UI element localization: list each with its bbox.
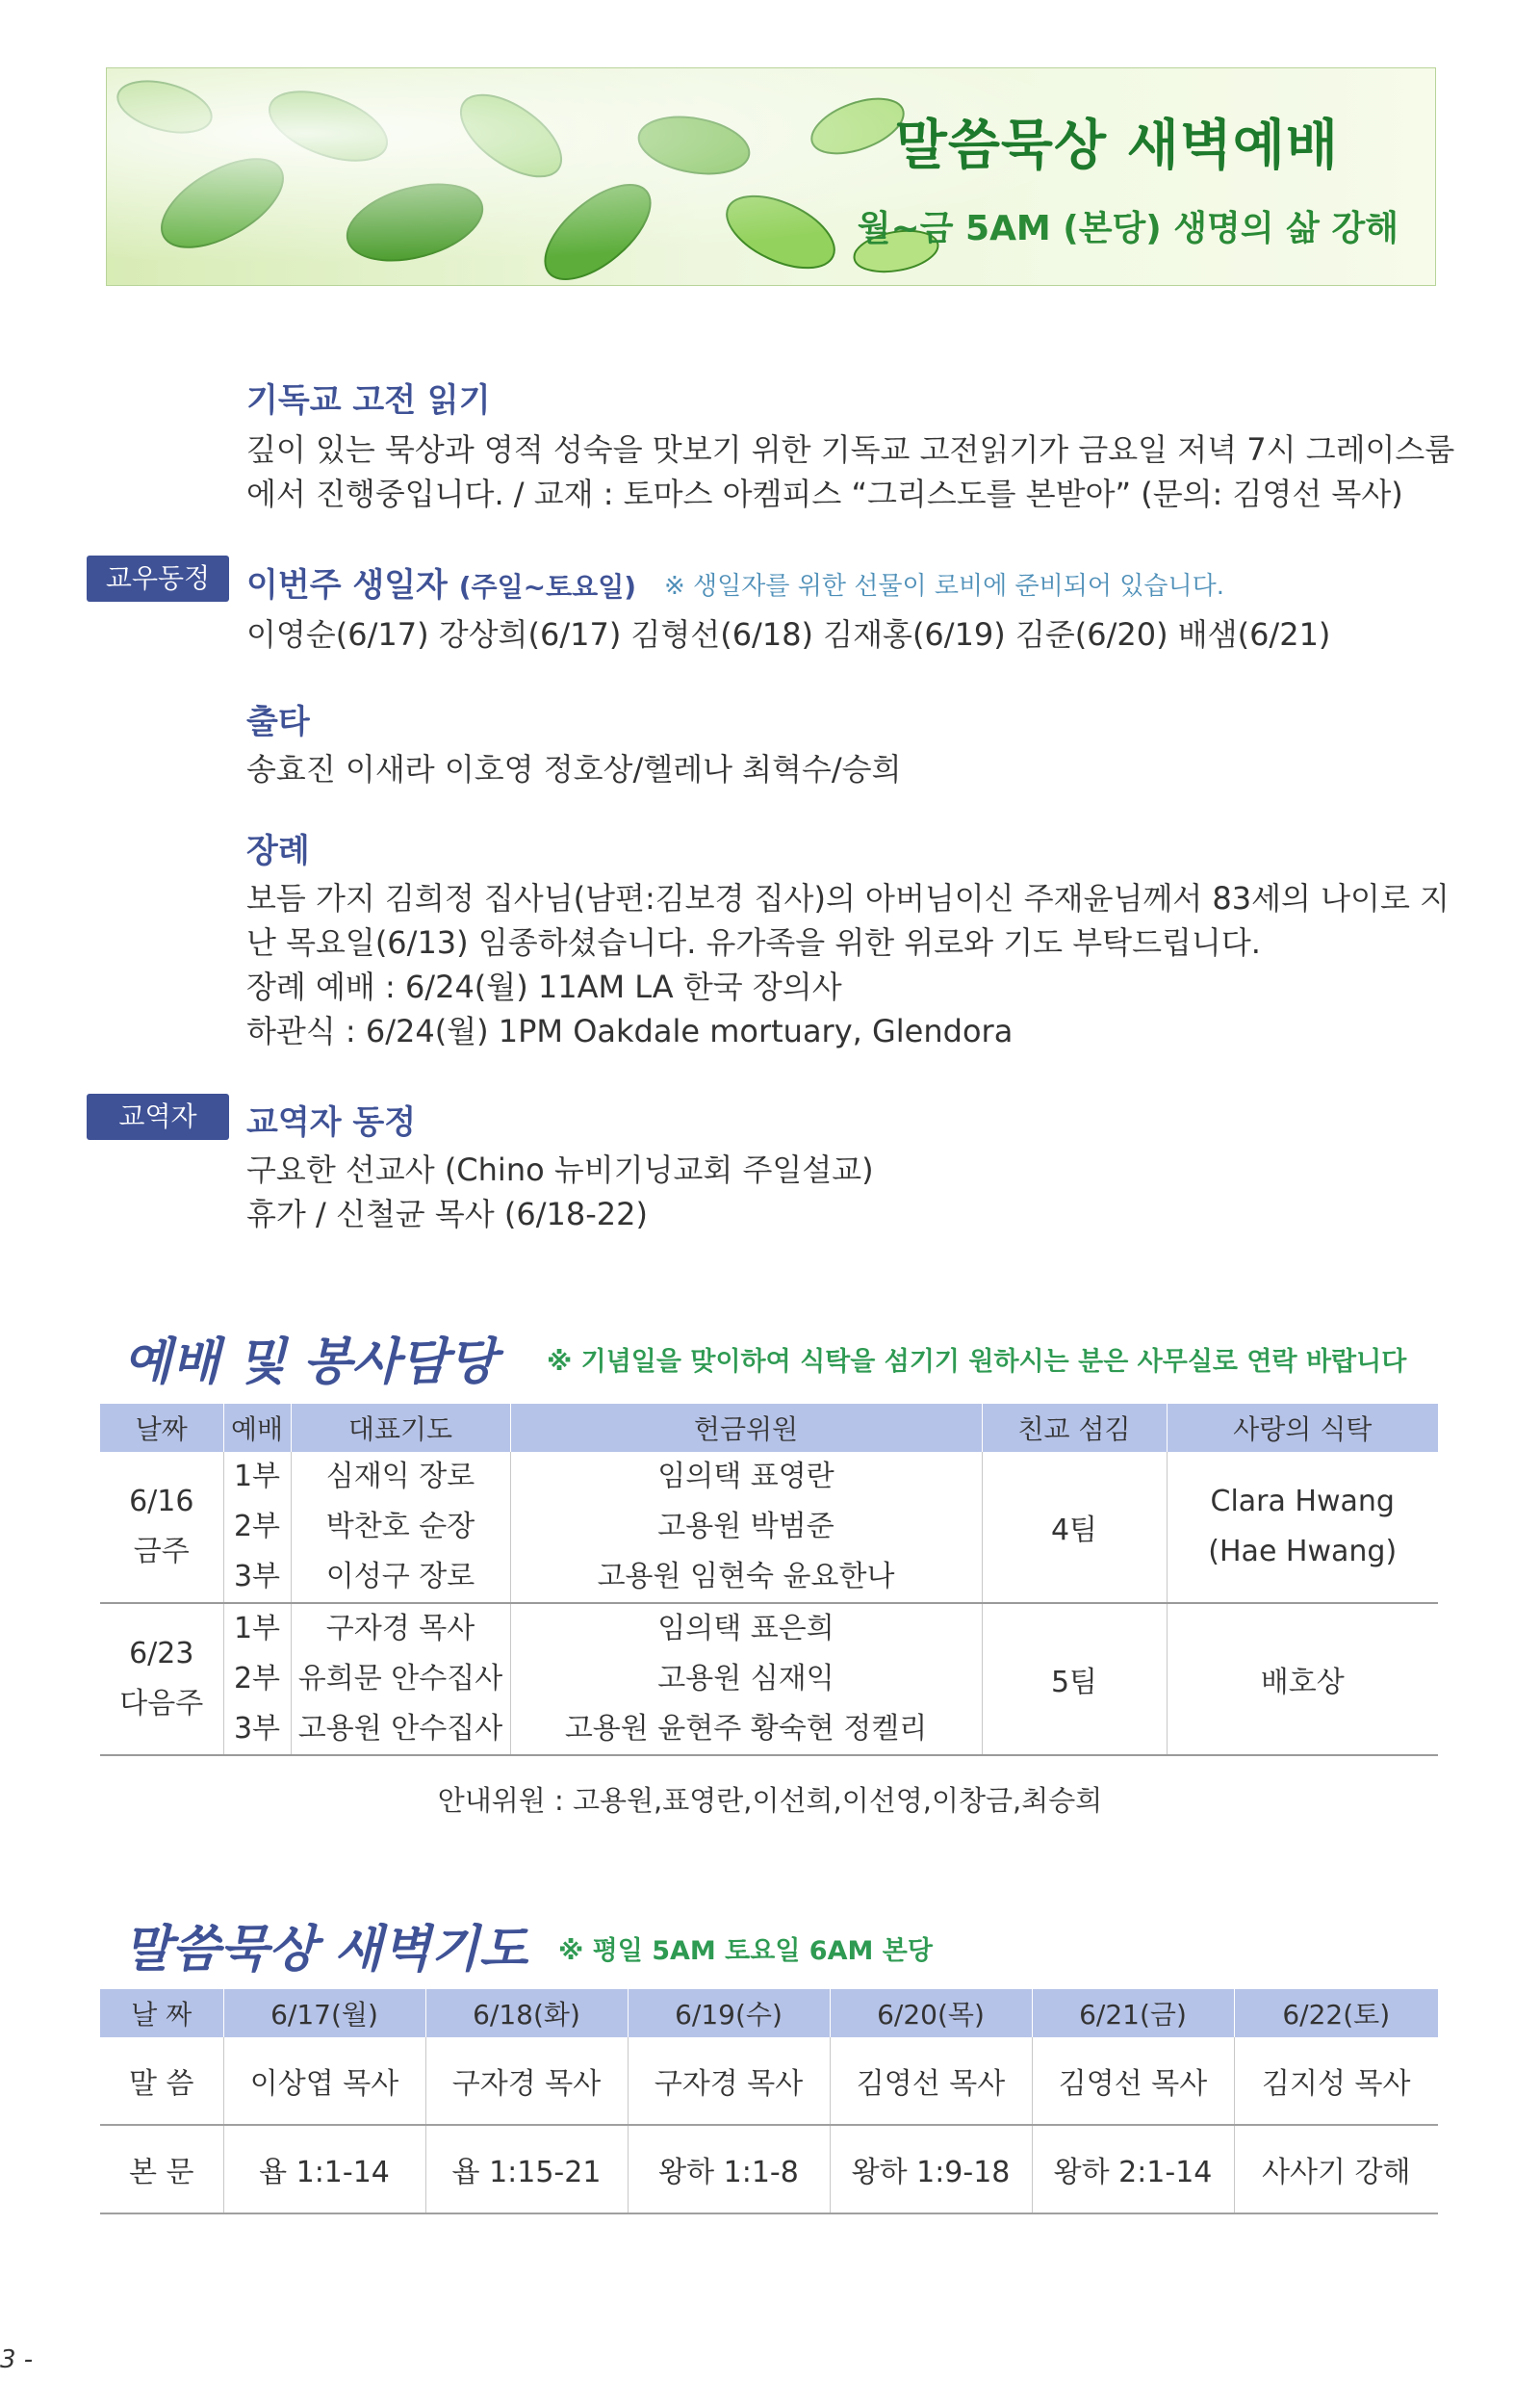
row-love-table — [1167, 1452, 1438, 1603]
ministers-heading: 교역자 동정 — [246, 1103, 417, 1142]
row-prayers — [291, 1452, 510, 1603]
funeral-line-3: 장례 예배 : 6/24(월) 11AM LA 한국 장의사 — [246, 969, 842, 1005]
prayer-1: 심재익 장로 — [325, 1460, 475, 1493]
funeral-line-1: 보듬 가지 김희정 집사님(남편:김보경 집사)의 아버님이신 주재윤님께서 83세의 나이로 지 — [246, 880, 1450, 917]
love-table-line-1: Clara Hwang — [1210, 1485, 1395, 1518]
ministers-line-2: 휴가 / 신철균 목사 (6/18-22) — [246, 1196, 648, 1232]
funeral-line-4: 하관식 : 6/24(월) 1PM Oakdale mortuary, Glendora — [246, 1013, 1014, 1049]
classics-line-2: 에서 진행중입니다. / 교재 : 토마스 아켐피스 “그리스도를 본받아” (문의: 김영선 목사) — [246, 476, 1403, 512]
dawn-table — [100, 1989, 1438, 2214]
page-number: 3 - — [0, 2345, 34, 2374]
header-date: 날짜 — [100, 1404, 223, 1452]
header-service: 예배 — [223, 1404, 291, 1452]
word-day-2: 구자경 목사 — [425, 2037, 628, 2125]
text-day-4: 왕하 1:9-18 — [830, 2125, 1032, 2213]
word-day-4: 김영선 목사 — [830, 2037, 1032, 2125]
offering-1: 임의택 표영란 — [657, 1460, 834, 1493]
travel-list: 송효진 이새라 이호영 정호상/헬레나 최혁수/승희 — [246, 751, 902, 788]
guides-line: 안내위원 : 고용원,표영란,이선희,이선영,이창금,최승희 — [437, 1784, 1103, 1817]
header-offering: 헌금위원 — [510, 1404, 982, 1452]
header-day-3: 6/19(수) — [628, 1989, 830, 2037]
word-day-6: 김지성 목사 — [1234, 2037, 1438, 2125]
members-tag: 교우동정 — [87, 556, 229, 602]
service-3: 3부 — [233, 1712, 281, 1746]
row-services — [223, 1452, 291, 1603]
service-title: 예배 및 봉사담당 — [123, 1333, 497, 1391]
row-prayers — [291, 1603, 510, 1755]
header-love-table: 사랑의 식탁 — [1167, 1404, 1438, 1452]
header-day-4: 6/20(목) — [830, 1989, 1032, 2037]
offering-1: 임의택 표은희 — [657, 1612, 834, 1645]
header-day-5: 6/21(금) — [1032, 1989, 1234, 2037]
funeral-heading: 장례 — [246, 832, 310, 870]
banner-title: 말씀묵상 새벽예배 — [894, 115, 1339, 177]
service-2: 2부 — [233, 1510, 281, 1543]
funeral-line-2: 난 목요일(6/13) 임종하셨습니다. 유가족을 위한 위로와 기도 부탁드립니다. — [246, 924, 1261, 961]
row-fellowship: 5팀 — [982, 1603, 1167, 1755]
offering-2: 고용원 박범준 — [657, 1510, 834, 1543]
text-day-5: 왕하 2:1-14 — [1032, 2125, 1234, 2213]
service-table-header — [100, 1404, 1438, 1452]
week-label: 금주 — [133, 1535, 190, 1568]
date-value: 6/23 — [129, 1637, 194, 1670]
prayer-2: 박찬호 순장 — [325, 1510, 475, 1543]
dawn-table-header — [100, 1989, 1438, 2037]
prayer-3: 이성구 장로 — [325, 1560, 475, 1593]
banner — [106, 67, 1436, 286]
date-value: 6/16 — [129, 1485, 194, 1518]
birthday-list: 이영순(6/17) 강상희(6/17) 김형선(6/18) 김재홍(6/19) 김준(6/20) 배샘(6/21) — [246, 616, 1331, 653]
row-fellowship: 4팀 — [982, 1452, 1167, 1603]
prayer-2: 유희문 안수집사 — [297, 1662, 503, 1695]
table-row — [100, 2125, 1438, 2213]
offering-3: 고용원 윤현주 황숙현 정켈리 — [564, 1712, 928, 1746]
row-services — [223, 1603, 291, 1755]
prayer-3: 고용원 안수집사 — [297, 1712, 503, 1746]
word-day-5: 김영선 목사 — [1032, 2037, 1234, 2125]
word-label: 말 씀 — [100, 2037, 223, 2125]
birthday-range: (주일~토요일) — [458, 571, 637, 603]
classics-heading: 기독교 고전 읽기 — [246, 381, 491, 420]
row-love-table: 배호상 — [1167, 1603, 1438, 1755]
service-note: ※ 기념일을 맞이하여 식탁을 섬기기 원하시는 분은 사무실로 연락 바랍니다 — [547, 1347, 1407, 1377]
offering-3: 고용원 임현숙 윤요한나 — [597, 1560, 895, 1593]
text-day-3: 왕하 1:1-8 — [628, 2125, 830, 2213]
table-row — [100, 2037, 1438, 2125]
header-day-6: 6/22(토) — [1234, 1989, 1438, 2037]
header-fellowship: 친교 섬김 — [982, 1404, 1167, 1452]
header-prayer: 대표기도 — [291, 1404, 510, 1452]
classics-line-1: 깊이 있는 묵상과 영적 성숙을 맛보기 위한 기독교 고전읽기가 금요일 저녁 7시 그레이스룸 — [246, 431, 1455, 468]
table-row — [100, 1603, 1438, 1755]
birthday-heading-text: 이번주 생일자 — [246, 566, 448, 605]
word-day-1: 이상엽 목사 — [223, 2037, 425, 2125]
service-1: 1부 — [233, 1460, 281, 1493]
row-date — [100, 1452, 223, 1603]
dawn-note: ※ 평일 5AM 토요일 6AM 본당 — [558, 1936, 933, 1966]
banner-subtitle: 월~금 5AM (본당) 생명의 삶 강해 — [857, 209, 1399, 248]
header-date-label: 날 짜 — [100, 1989, 223, 2037]
service-2: 2부 — [233, 1662, 281, 1695]
service-3: 3부 — [233, 1560, 281, 1593]
text-day-2: 욥 1:15-21 — [425, 2125, 628, 2213]
travel-heading: 출타 — [246, 703, 310, 741]
ministers-line-1: 구요한 선교사 (Chino 뉴비기닝교회 주일설교) — [246, 1152, 874, 1188]
text-day-1: 욥 1:1-14 — [223, 2125, 425, 2213]
week-label: 다음주 — [119, 1687, 204, 1721]
word-day-3: 구자경 목사 — [628, 2037, 830, 2125]
offering-2: 고용원 심재익 — [657, 1662, 834, 1695]
row-date — [100, 1603, 223, 1755]
prayer-1: 구자경 목사 — [325, 1612, 475, 1645]
text-label: 본 문 — [100, 2125, 223, 2213]
text-day-6: 사사기 강해 — [1234, 2125, 1438, 2213]
birthday-note: ※ 생일자를 위한 선물이 로비에 준비되어 있습니다. — [664, 572, 1224, 601]
service-1: 1부 — [233, 1612, 281, 1645]
header-day-1: 6/17(월) — [223, 1989, 425, 2037]
header-day-2: 6/18(화) — [425, 1989, 628, 2037]
ministers-tag: 교역자 — [87, 1094, 229, 1140]
row-offering — [510, 1452, 982, 1603]
service-table — [100, 1404, 1438, 1756]
row-offering — [510, 1603, 982, 1755]
birthday-heading — [246, 558, 636, 606]
dawn-title: 말씀묵상 새벽기도 — [123, 1921, 527, 1979]
love-table-line-2: (Hae Hwang) — [1208, 1535, 1398, 1568]
table-row — [100, 1452, 1438, 1603]
